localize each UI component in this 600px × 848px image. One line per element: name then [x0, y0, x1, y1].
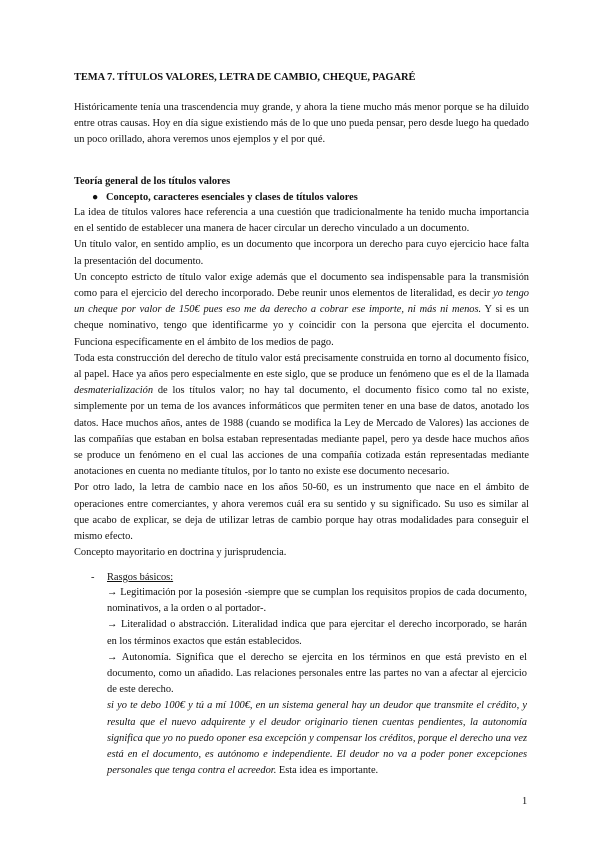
paragraph-3 — [74, 270, 529, 351]
body-paragraphs — [74, 205, 529, 561]
feature-example-tail: Esta idea es importante. — [276, 765, 379, 777]
document-title: TEMA 7. TÍTULOS VALORES, LETRA DE CAMBIO, CHEQUE, PAGARÉ — [74, 72, 416, 83]
paragraph-3-example: yo tengo un cheque por valor de 150€ pues eso me da derecho a cobrar ese importe, ni más ni menos. — [74, 288, 529, 316]
feature-example-italic: si yo te debo 100€ y tú a mí 100€, en un sistema general hay un deudor que transmite el crédito, y resulta que el nuevo adquirente y el deudor originario tienen cuentas pendientes, la autonomía significa que yo no puedo oponer esa excepción y compensar los créditos, porque el derecho una vez está en el documento, es autónomo e independiente. El deudor no va a poder poner excepciones personales que tenga contra el acreedor. — [107, 700, 527, 777]
feature-autonomia: → Autonomía. Significa que el derecho se ejercita en los términos en que está previsto en el documento, como un añadido. Las relaciones personales entre las partes no van a afectar al ejercicio de este derecho. — [107, 651, 527, 696]
subsection-heading — [92, 192, 358, 203]
paragraph-4 — [74, 351, 529, 481]
paragraph-1: La idea de títulos valores hace referencia a una cuestión que tradicionalmente ha tenido mucha importancia en el sentido de establecer una manera de hacer circular un derecho vinculado a un documento. — [74, 207, 529, 235]
section-title: Teoría general de los títulos valores — [74, 176, 231, 187]
bullet-icon: ● — [92, 192, 99, 203]
paragraph-3-text-b: Y si es un cheque nominativo, tengo que identificarme yo y coincidir con la persona que ejercita el documento. Funciona específicamente en el ámbito de los medios de pago. — [74, 304, 529, 348]
paragraph-4-term: desmaterialización — [74, 385, 154, 397]
subsection-title: Concepto, caracteres esenciales y clases de títulos valores — [106, 192, 358, 203]
page-number: 1 — [522, 796, 528, 807]
feature-example — [107, 698, 527, 779]
feature-legitimacion: → Legitimación por la posesión -siempre que se cumplan los requisitos propios de cada documento, nominativos, a la orden o al portador-. — [107, 587, 527, 615]
paragraph-4-text-b: de los títulos valor; no hay tal documento, el documento físico como tal no existe, simplemente por un tema de los avances informáticos que permiten tener en una base de datos, anotado los datos. Hace muchos años, antes de 1988 (cuando se modifica la Ley de Mercado de Valores) las acciones de las compañías que estaban en bolsa estaban representadas mediante papel, pero ya desde hace muchos años se produce un fenómeno en el cual las acciones de una compañía cotizada están representadas mediante anotaciones en cuenta no mediante títulos, por lo tanto no existe ese documento necesario. — [74, 385, 529, 478]
features-heading-label: Rasgos básicos: — [107, 572, 174, 583]
paragraph-4-text-a: Toda esta construcción del derecho de título valor está precisamente construida en torno al documento físico, al papel. Hace ya años pero especialmente en este siglo, que se produce un fenómeno que es el de la llamada — [74, 352, 529, 381]
paragraph-2: Un título valor, en sentido amplio, es un documento que incorpora un derecho para cuyo ejercicio hace falta la presentación del documento. — [74, 239, 529, 267]
dash-bullet: - — [91, 572, 95, 583]
intro-paragraph: Históricamente tenía una trascendencia muy grande, y ahora la tiene mucho más menor porque se ha diluido entre otras causas. Hoy en día sigue existiendo más de lo que uno pueda pensar, pero desde luego ha quedado un poco orillado, ahora veremos unos ejemplos y el por qué. — [74, 102, 529, 146]
paragraph-6: Concepto mayoritario en doctrina y jurisprudencia. — [74, 547, 287, 559]
feature-literalidad: → Literalidad o abstracción. Literalidad indica que para ejercitar el derecho incorporado, se harán en los términos exactos que están establecidos. — [107, 619, 527, 647]
features-list — [107, 585, 527, 779]
features-heading — [91, 572, 173, 583]
paragraph-3-text-a: Un concepto estricto de título valor exige además que el documento sea indispensable para la transmisión como para el ejercicio del derecho incorporado. Debe reunir unos elementos de literalidad, es decir — [74, 271, 529, 300]
paragraph-5: Por otro lado, la letra de cambio nace en los años 50-60, es un instrumento que nace en el ámbito de operaciones entre comerciantes, y ahora veremos cuál era su sentido y su significado. Su uso es similar al que acabo de explicar, se deja de utilizar letras de cambio porque hay otras modalidades para conseguir el mismo efecto. — [74, 482, 529, 543]
